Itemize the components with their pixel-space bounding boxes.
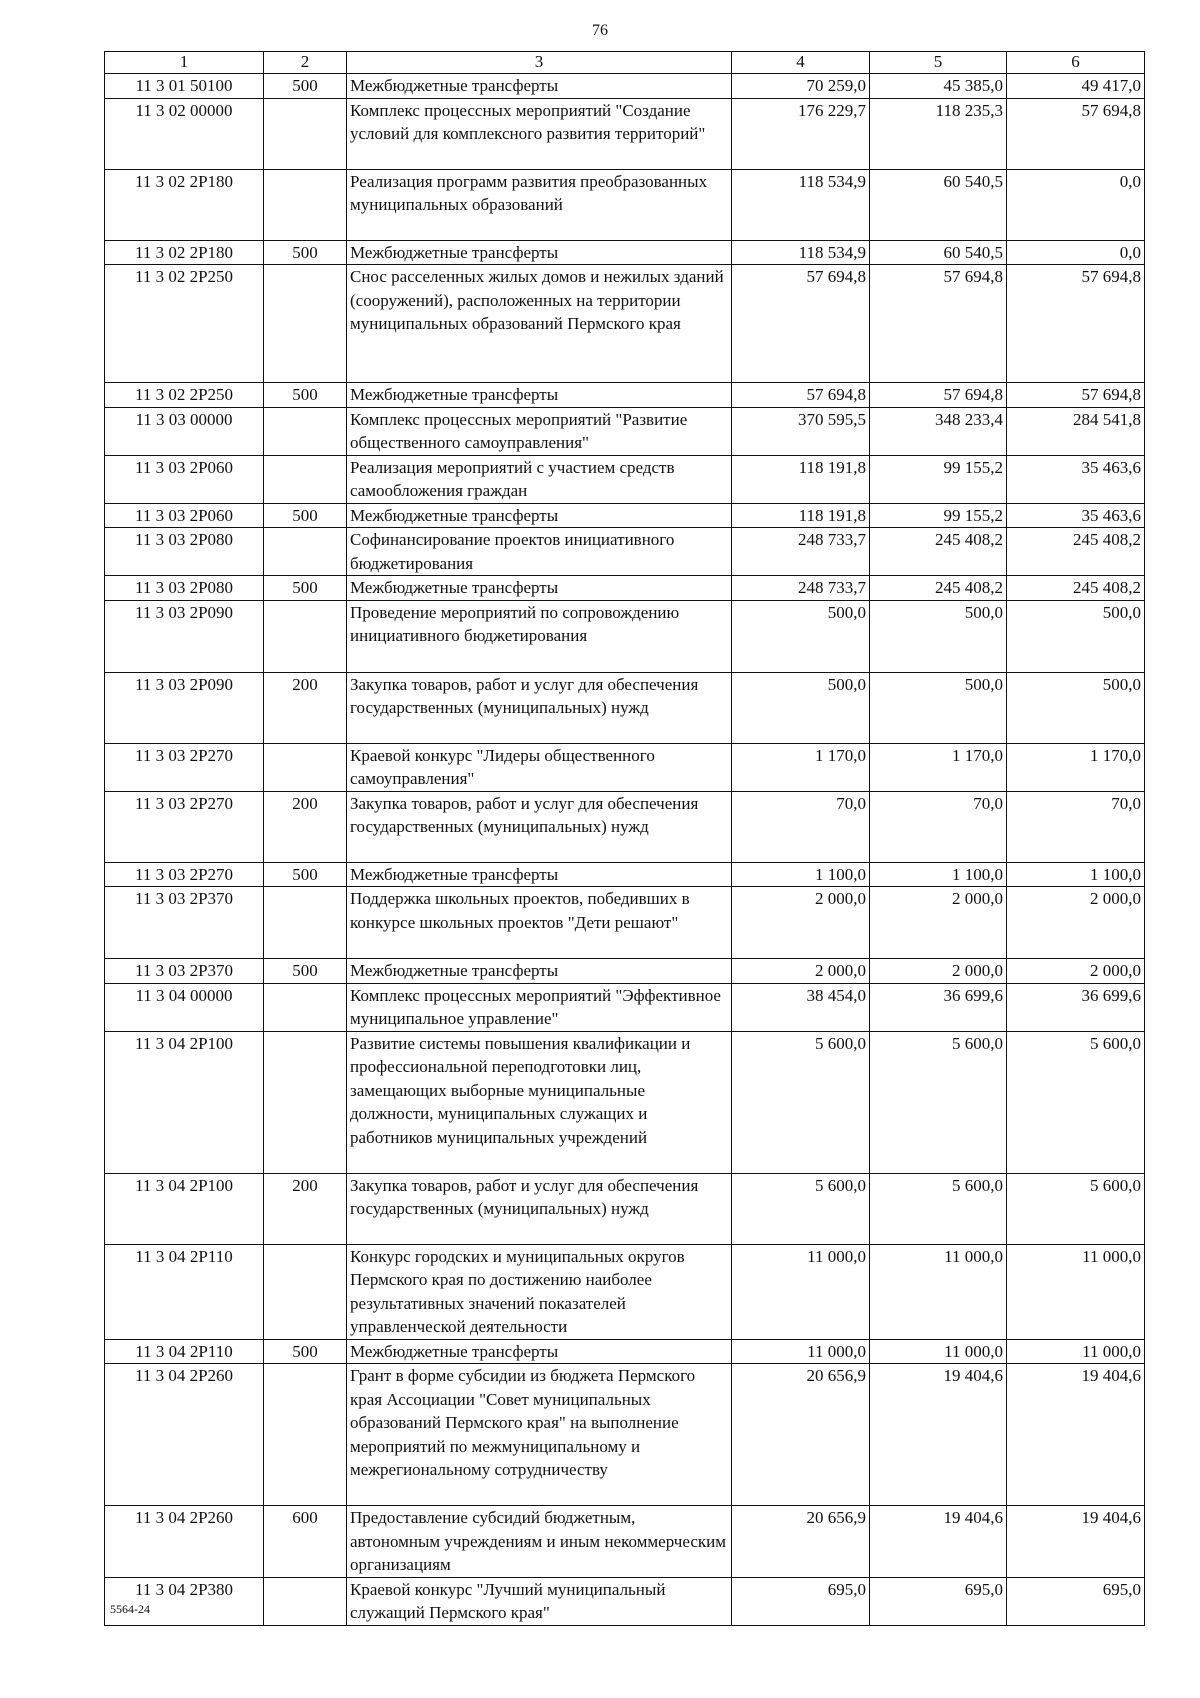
row-value-col4: 70 259,0 xyxy=(732,74,870,99)
table-row xyxy=(105,983,1145,1031)
row-expense-type xyxy=(264,1031,347,1173)
row-value-col6: 245 408,2 xyxy=(1007,528,1145,576)
table-row xyxy=(105,407,1145,455)
row-code: 11 3 03 2P090 xyxy=(105,672,264,743)
table-row xyxy=(105,576,1145,601)
table-row xyxy=(105,1031,1145,1173)
row-code: 11 3 03 2P270 xyxy=(105,862,264,887)
row-code: 11 3 03 2P090 xyxy=(105,600,264,672)
row-value-col4: 5 600,0 xyxy=(732,1031,870,1173)
row-value-col4: 248 733,7 xyxy=(732,576,870,601)
row-expense-type xyxy=(264,1364,347,1506)
row-value-col5: 695,0 xyxy=(870,1577,1007,1625)
row-expense-type: 500 xyxy=(264,576,347,601)
row-code: 11 3 04 2P110 xyxy=(105,1244,264,1339)
row-name: Межбюджетные трансферты xyxy=(347,383,732,408)
row-value-col6: 57 694,8 xyxy=(1007,98,1145,169)
header-col-6: 6 xyxy=(1007,52,1145,74)
row-value-col6: 284 541,8 xyxy=(1007,407,1145,455)
row-expense-type xyxy=(264,455,347,503)
table-row xyxy=(105,98,1145,169)
header-col-5: 5 xyxy=(870,52,1007,74)
row-code: 11 3 03 00000 xyxy=(105,407,264,455)
header-col-1: 1 xyxy=(105,52,264,74)
row-expense-type: 500 xyxy=(264,74,347,99)
row-value-col6: 500,0 xyxy=(1007,600,1145,672)
row-value-col6: 49 417,0 xyxy=(1007,74,1145,99)
row-code: 11 3 03 2P080 xyxy=(105,576,264,601)
row-value-col5: 1 100,0 xyxy=(870,862,1007,887)
row-expense-type: 200 xyxy=(264,1173,347,1244)
row-code: 11 3 03 2P370 xyxy=(105,887,264,959)
row-value-col4: 38 454,0 xyxy=(732,983,870,1031)
row-name: Развитие системы повышения квалификации и профессиональной переподготовки лиц, замещающих выборные муниципальные должности, муниципальных служащих и работников муниципальных учреждений xyxy=(347,1031,732,1173)
row-value-col6: 57 694,8 xyxy=(1007,383,1145,408)
row-name: Межбюджетные трансферты xyxy=(347,74,732,99)
table-row xyxy=(105,1173,1145,1244)
table-row xyxy=(105,743,1145,791)
row-expense-type xyxy=(264,983,347,1031)
row-value-col5: 60 540,5 xyxy=(870,240,1007,265)
row-expense-type xyxy=(264,743,347,791)
row-expense-type: 500 xyxy=(264,240,347,265)
row-value-col4: 118 534,9 xyxy=(732,169,870,240)
row-value-col6: 500,0 xyxy=(1007,672,1145,743)
row-code: 11 3 03 2P060 xyxy=(105,503,264,528)
row-value-col5: 19 404,6 xyxy=(870,1506,1007,1578)
row-value-col5: 36 699,6 xyxy=(870,983,1007,1031)
header-col-4: 4 xyxy=(732,52,870,74)
row-code: 11 3 03 2P270 xyxy=(105,743,264,791)
row-name: Комплекс процессных мероприятий "Развитие общественного самоуправления" xyxy=(347,407,732,455)
row-value-col5: 348 233,4 xyxy=(870,407,1007,455)
row-value-col4: 57 694,8 xyxy=(732,383,870,408)
row-name: Межбюджетные трансферты xyxy=(347,862,732,887)
table-row xyxy=(105,600,1145,672)
row-value-col4: 176 229,7 xyxy=(732,98,870,169)
row-value-col5: 60 540,5 xyxy=(870,169,1007,240)
row-name: Поддержка школьных проектов, победивших в конкурсе школьных проектов "Дети решают" xyxy=(347,887,732,959)
row-value-col6: 19 404,6 xyxy=(1007,1506,1145,1578)
row-value-col6: 5 600,0 xyxy=(1007,1173,1145,1244)
row-value-col6: 19 404,6 xyxy=(1007,1364,1145,1506)
table-row xyxy=(105,455,1145,503)
row-code: 11 3 02 2P180 xyxy=(105,169,264,240)
row-value-col5: 70,0 xyxy=(870,791,1007,862)
table-row xyxy=(105,528,1145,576)
row-name: Краевой конкурс "Лидеры общественного самоуправления" xyxy=(347,743,732,791)
row-name: Межбюджетные трансферты xyxy=(347,959,732,984)
row-code: 11 3 04 2P100 xyxy=(105,1173,264,1244)
row-value-col5: 2 000,0 xyxy=(870,959,1007,984)
row-code: 11 3 04 00000 xyxy=(105,983,264,1031)
row-value-col4: 2 000,0 xyxy=(732,959,870,984)
row-value-col6: 35 463,6 xyxy=(1007,503,1145,528)
row-name: Грант в форме субсидии из бюджета Пермского края Ассоциации "Совет муниципальных образований Пермского края" на выполнение мероприятий по межмуниципальному и межрегиональному сотрудничеству xyxy=(347,1364,732,1506)
row-name: Закупка товаров, работ и услуг для обеспечения государственных (муниципальных) нужд xyxy=(347,672,732,743)
row-value-col5: 245 408,2 xyxy=(870,576,1007,601)
table-row xyxy=(105,503,1145,528)
row-value-col4: 370 595,5 xyxy=(732,407,870,455)
row-value-col6: 35 463,6 xyxy=(1007,455,1145,503)
row-value-col4: 2 000,0 xyxy=(732,887,870,959)
row-code: 11 3 03 2P370 xyxy=(105,959,264,984)
row-code: 11 3 04 2P380 xyxy=(105,1577,264,1625)
table-row xyxy=(105,959,1145,984)
row-value-col5: 99 155,2 xyxy=(870,503,1007,528)
row-value-col6: 2 000,0 xyxy=(1007,887,1145,959)
row-name: Закупка товаров, работ и услуг для обеспечения государственных (муниципальных) нужд xyxy=(347,791,732,862)
row-expense-type: 200 xyxy=(264,672,347,743)
row-value-col5: 45 385,0 xyxy=(870,74,1007,99)
row-value-col6: 1 100,0 xyxy=(1007,862,1145,887)
row-name: Межбюджетные трансферты xyxy=(347,240,732,265)
row-value-col4: 695,0 xyxy=(732,1577,870,1625)
row-expense-type: 200 xyxy=(264,791,347,862)
row-expense-type xyxy=(264,169,347,240)
row-name: Предоставление субсидий бюджетным, автономным учреждениям и иным некоммерческим организациям xyxy=(347,1506,732,1578)
row-value-col4: 20 656,9 xyxy=(732,1364,870,1506)
row-expense-type xyxy=(264,98,347,169)
row-code: 11 3 02 2P250 xyxy=(105,383,264,408)
row-expense-type: 500 xyxy=(264,383,347,408)
row-expense-type xyxy=(264,265,347,383)
row-value-col6: 36 699,6 xyxy=(1007,983,1145,1031)
row-expense-type: 500 xyxy=(264,503,347,528)
row-value-col4: 5 600,0 xyxy=(732,1173,870,1244)
row-name: Снос расселенных жилых домов и нежилых зданий (сооружений), расположенных на территории муниципальных образований Пермского края xyxy=(347,265,732,383)
row-name: Комплекс процессных мероприятий "Создание условий для комплексного развития территорий" xyxy=(347,98,732,169)
table-row xyxy=(105,383,1145,408)
table-row xyxy=(105,74,1145,99)
row-expense-type xyxy=(264,528,347,576)
row-value-col6: 11 000,0 xyxy=(1007,1244,1145,1339)
row-name: Межбюджетные трансферты xyxy=(347,503,732,528)
row-value-col4: 1 100,0 xyxy=(732,862,870,887)
row-expense-type xyxy=(264,407,347,455)
row-value-col5: 99 155,2 xyxy=(870,455,1007,503)
row-code: 11 3 04 2P110 xyxy=(105,1339,264,1364)
row-value-col4: 57 694,8 xyxy=(732,265,870,383)
row-value-col4: 248 733,7 xyxy=(732,528,870,576)
row-value-col6: 695,0 xyxy=(1007,1577,1145,1625)
table-row xyxy=(105,1577,1145,1625)
row-value-col5: 57 694,8 xyxy=(870,383,1007,408)
table-row xyxy=(105,791,1145,862)
row-value-col4: 500,0 xyxy=(732,672,870,743)
row-value-col6: 0,0 xyxy=(1007,169,1145,240)
row-expense-type xyxy=(264,1244,347,1339)
row-value-col5: 19 404,6 xyxy=(870,1364,1007,1506)
row-value-col4: 70,0 xyxy=(732,791,870,862)
row-value-col5: 57 694,8 xyxy=(870,265,1007,383)
row-value-col4: 20 656,9 xyxy=(732,1506,870,1578)
row-code: 11 3 02 2P250 xyxy=(105,265,264,383)
row-value-col5: 11 000,0 xyxy=(870,1244,1007,1339)
row-name: Краевой конкурс "Лучший муниципальный служащий Пермского края" xyxy=(347,1577,732,1625)
table-row xyxy=(105,265,1145,383)
row-value-col4: 118 191,8 xyxy=(732,455,870,503)
table-row xyxy=(105,240,1145,265)
table-row xyxy=(105,672,1145,743)
row-value-col4: 11 000,0 xyxy=(732,1244,870,1339)
row-code: 11 3 03 2P060 xyxy=(105,455,264,503)
row-value-col6: 11 000,0 xyxy=(1007,1339,1145,1364)
table-row xyxy=(105,887,1145,959)
page-number: 76 xyxy=(592,22,608,39)
row-name: Закупка товаров, работ и услуг для обеспечения государственных (муниципальных) нужд xyxy=(347,1173,732,1244)
row-value-col4: 1 170,0 xyxy=(732,743,870,791)
header-col-2: 2 xyxy=(264,52,347,74)
row-value-col6: 70,0 xyxy=(1007,791,1145,862)
row-code: 11 3 01 50100 xyxy=(105,74,264,99)
document-code: 5564-24 xyxy=(110,1602,150,1616)
row-name: Межбюджетные трансферты xyxy=(347,576,732,601)
row-value-col5: 11 000,0 xyxy=(870,1339,1007,1364)
row-expense-type: 500 xyxy=(264,1339,347,1364)
row-expense-type xyxy=(264,600,347,672)
row-value-col5: 5 600,0 xyxy=(870,1173,1007,1244)
row-value-col5: 5 600,0 xyxy=(870,1031,1007,1173)
row-name: Комплекс процессных мероприятий "Эффективное муниципальное управление" xyxy=(347,983,732,1031)
header-row xyxy=(105,52,1145,74)
row-value-col4: 118 191,8 xyxy=(732,503,870,528)
row-value-col4: 118 534,9 xyxy=(732,240,870,265)
row-code: 11 3 02 2P180 xyxy=(105,240,264,265)
row-value-col4: 500,0 xyxy=(732,600,870,672)
row-value-col5: 500,0 xyxy=(870,672,1007,743)
row-value-col5: 2 000,0 xyxy=(870,887,1007,959)
row-expense-type: 600 xyxy=(264,1506,347,1578)
table-row xyxy=(105,862,1145,887)
row-code: 11 3 02 00000 xyxy=(105,98,264,169)
row-value-col6: 0,0 xyxy=(1007,240,1145,265)
row-name: Конкурс городских и муниципальных округов Пермского края по достижению наиболее результативных значений показателей управленческой деятельности xyxy=(347,1244,732,1339)
row-value-col6: 57 694,8 xyxy=(1007,265,1145,383)
row-expense-type: 500 xyxy=(264,862,347,887)
row-value-col5: 245 408,2 xyxy=(870,528,1007,576)
row-code: 11 3 03 2P080 xyxy=(105,528,264,576)
row-code: 11 3 04 2P260 xyxy=(105,1364,264,1506)
row-name: Межбюджетные трансферты xyxy=(347,1339,732,1364)
table-row xyxy=(105,1339,1145,1364)
row-expense-type xyxy=(264,887,347,959)
row-name: Софинансирование проектов инициативного бюджетирования xyxy=(347,528,732,576)
row-name: Реализация мероприятий с участием средств самообложения граждан xyxy=(347,455,732,503)
row-value-col6: 2 000,0 xyxy=(1007,959,1145,984)
row-value-col6: 1 170,0 xyxy=(1007,743,1145,791)
row-code: 11 3 04 2P260 xyxy=(105,1506,264,1578)
row-code: 11 3 03 2P270 xyxy=(105,791,264,862)
budget-table xyxy=(104,51,1145,1626)
row-name: Проведение мероприятий по сопровождению инициативного бюджетирования xyxy=(347,600,732,672)
table-row xyxy=(105,1364,1145,1506)
row-value-col4: 11 000,0 xyxy=(732,1339,870,1364)
row-value-col5: 118 235,3 xyxy=(870,98,1007,169)
table-row xyxy=(105,1244,1145,1339)
row-code: 11 3 04 2P100 xyxy=(105,1031,264,1173)
row-name: Реализация программ развития преобразованных муниципальных образований xyxy=(347,169,732,240)
table-row xyxy=(105,1506,1145,1578)
table-row xyxy=(105,169,1145,240)
header-col-3: 3 xyxy=(347,52,732,74)
row-expense-type: 500 xyxy=(264,959,347,984)
row-expense-type xyxy=(264,1577,347,1625)
row-value-col5: 1 170,0 xyxy=(870,743,1007,791)
row-value-col5: 500,0 xyxy=(870,600,1007,672)
row-value-col6: 5 600,0 xyxy=(1007,1031,1145,1173)
row-value-col6: 245 408,2 xyxy=(1007,576,1145,601)
